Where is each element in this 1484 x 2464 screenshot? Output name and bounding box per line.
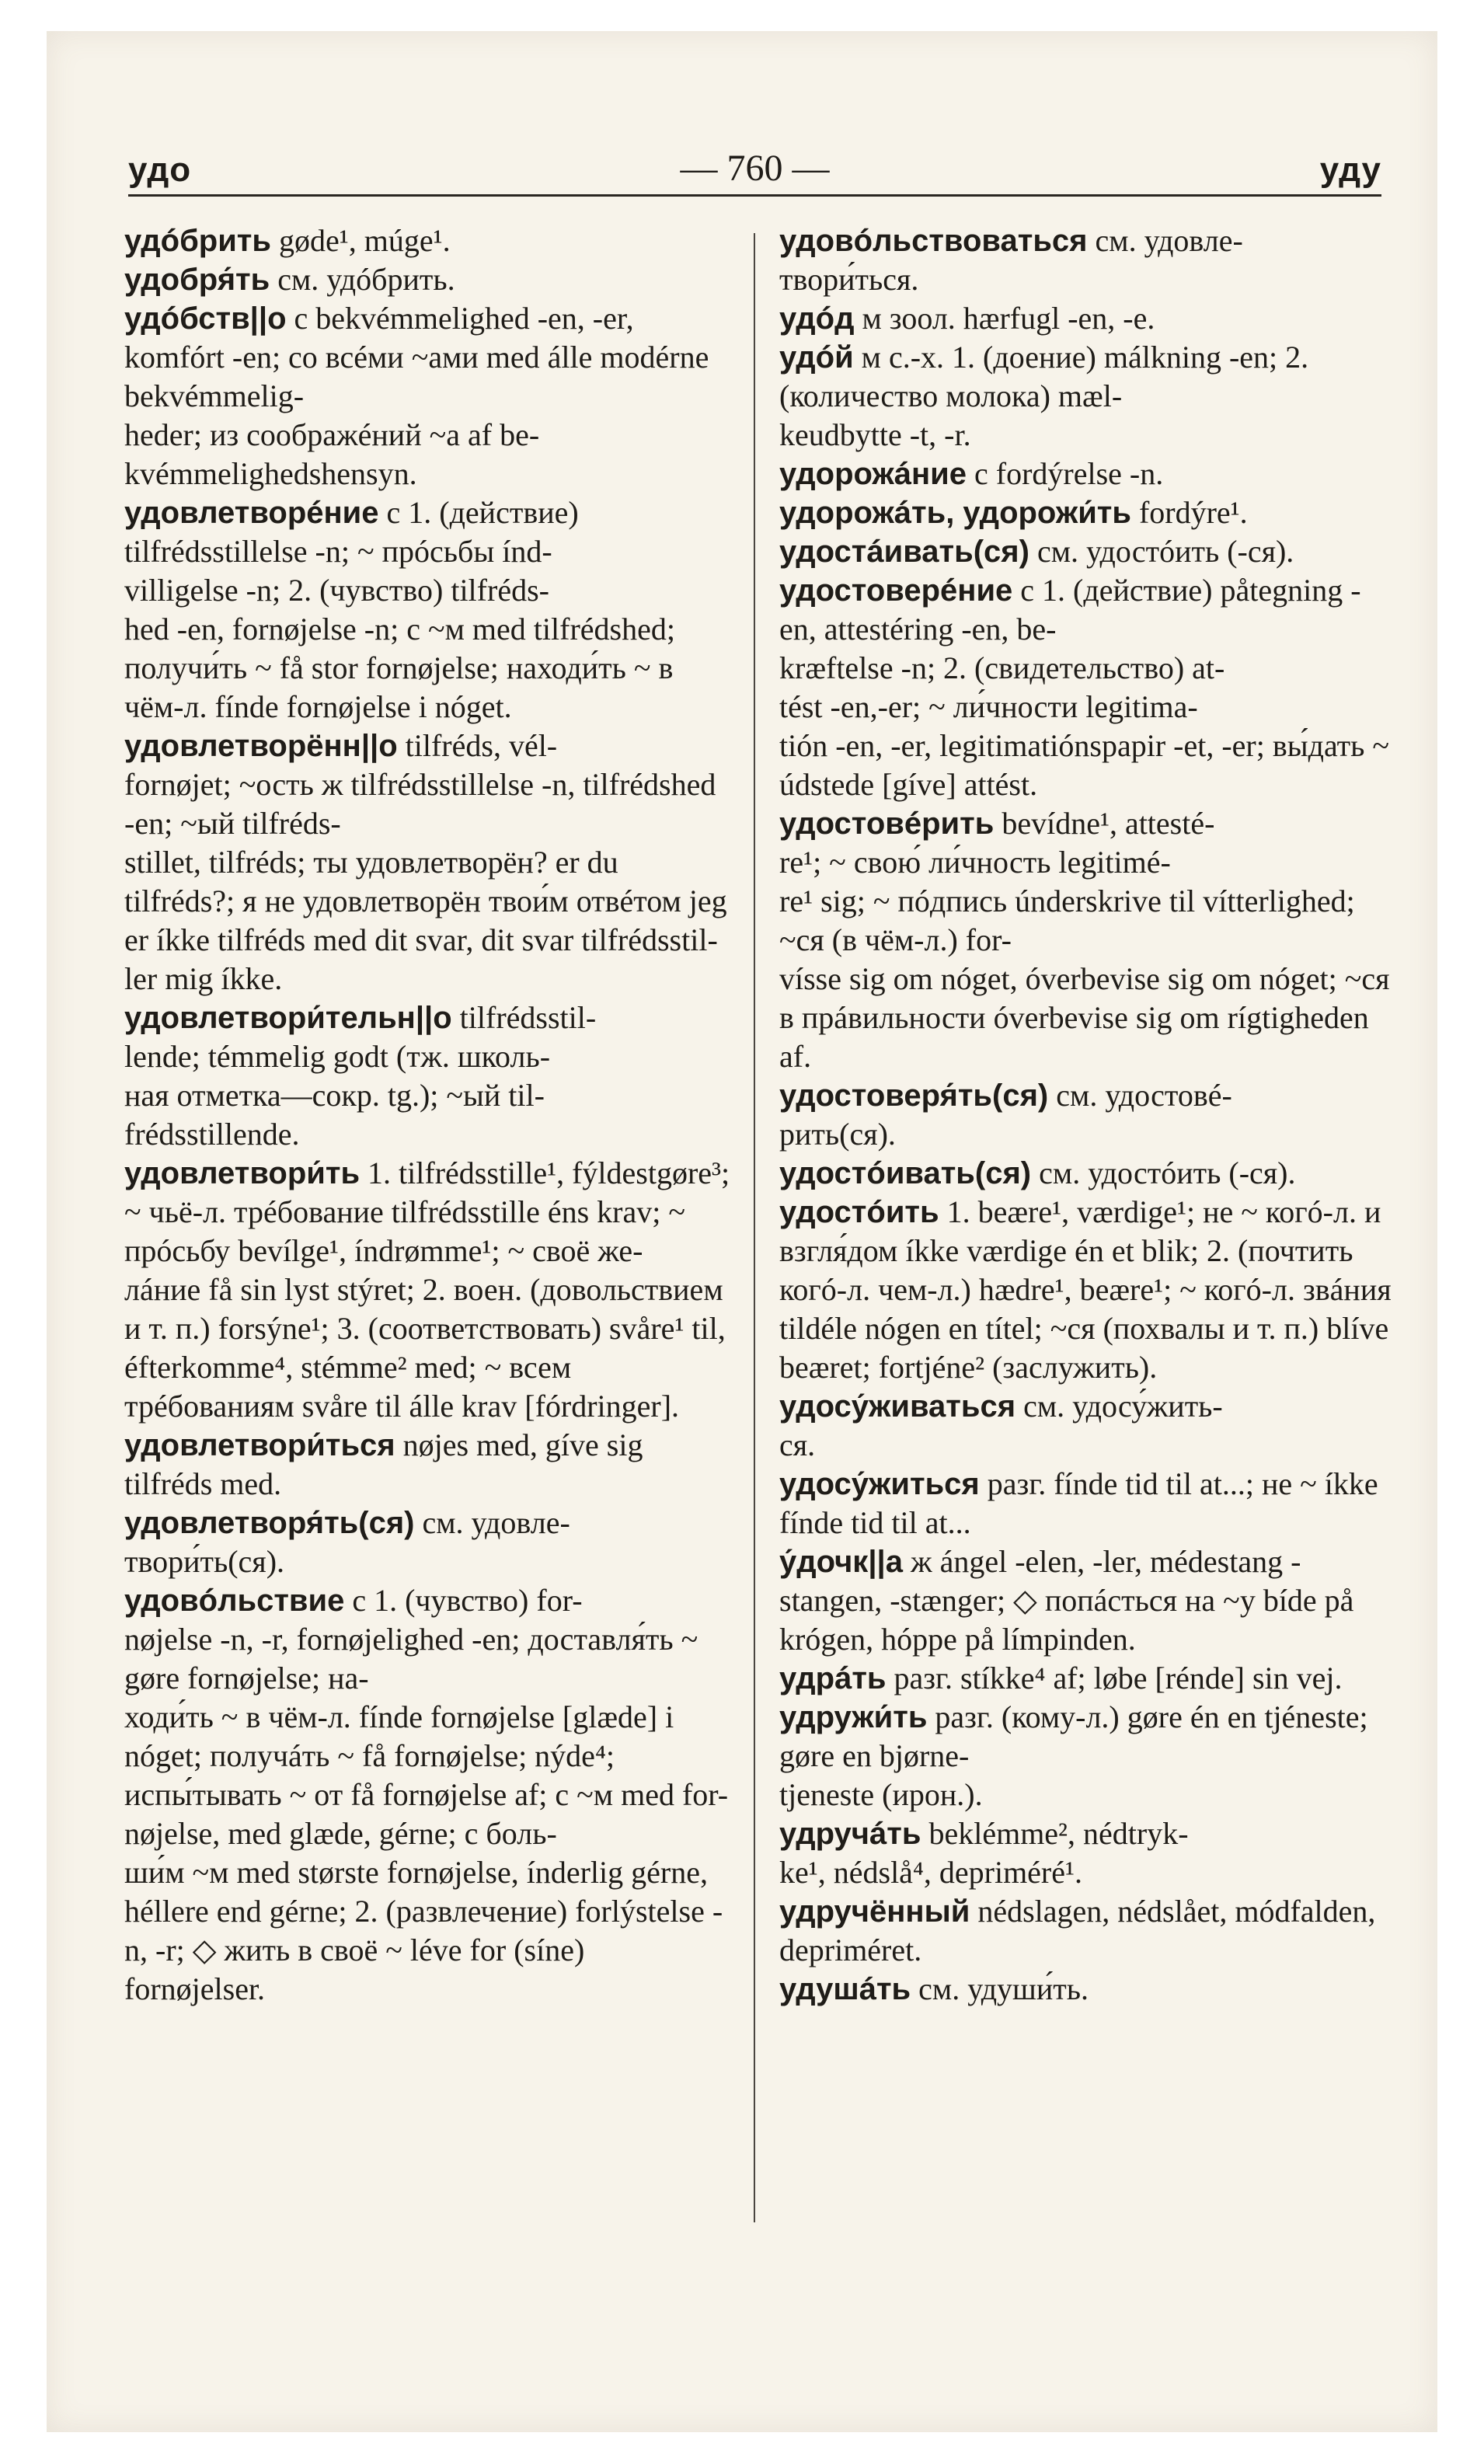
entry-definition: с 1. (чувство) for- nøjelse -n, -r, fornøjelighed -en; доставля́ть ~ gøre fornøjelse; на- ходи́ть ~ в чём-л. fínde fornøjelse [glæde] i nóget; получáть ~ få fornøjelse; nýde⁴; испы́тывать ~ от få fornøjelse af; с ~м med for- nøjelse, med glæde, gérne; с боль- ши́м ~м med største fornøjelse, índerlig gérne, héllere end gérne; 2. (развлечение) forlýstelse -n, -r; ◇ жить в своё ~ léve for (síne) fornøjelser.	[124, 1583, 729, 2006]
dictionary-entry	[124, 1154, 730, 1426]
page-number: — 760 —	[680, 148, 830, 189]
entry-headword: удобря́ть	[124, 263, 270, 297]
entry-definition: см. удóбрить.	[270, 262, 455, 297]
column-divider	[754, 233, 755, 2222]
dictionary-entry	[779, 1659, 1393, 1698]
dictionary-entry	[779, 1892, 1393, 1970]
dictionary-entry	[124, 998, 730, 1154]
dictionary-entry	[779, 299, 1393, 338]
entry-definition: м с.-х. 1. (доение) málkning -en; 2. (количество молока) mæl- keudbytte -t, -r.	[779, 340, 1309, 452]
entry-definition: см. удосу́жить- ся.	[779, 1389, 1223, 1462]
entry-headword: удосу́житься	[779, 1467, 980, 1501]
entry-definition: tilfréds, vél- fornøjet; ~ость ж tilfrédsstillelse -n, tilfrédshed -en; ~ый tilfréds- stillet, tilfréds; ты удовлетворён? er du tilfréds?; я не удовлетворён твои́м отвéтом jeg er íkke tilfréds med dit svar, dit svar tilfrédsstil- ler mig íkke.	[124, 728, 727, 996]
entry-definition: см. удовле- твори́ть(ся).	[124, 1505, 570, 1579]
entry-headword: удовóльствоваться	[779, 224, 1088, 258]
entry-headword: у́дочк||а	[779, 1545, 903, 1579]
entry-definition: с bekvémmelighed -en, -er, komfórt -en; со всéми ~ами med álle modérne bekvémmelig- heder; из соображéний ~а af be- kvémmelighedshensyn.	[124, 301, 709, 491]
entry-headword: удовлетвори́тельн||о	[124, 1001, 452, 1035]
entry-headword: удóбрить	[124, 224, 271, 258]
entry-definition: см. удуши́ть.	[911, 1971, 1089, 2006]
entry-headword: удовлетворя́ть(ся)	[124, 1506, 415, 1540]
entry-definition: м зоол. hærfugl -en, -e.	[854, 301, 1155, 336]
entry-headword: удостóить	[779, 1195, 939, 1229]
entry-definition: см. удостовé- рить(ся).	[779, 1078, 1232, 1152]
entry-headword: удостáивать(ся)	[779, 535, 1029, 569]
dictionary-entry	[779, 1814, 1393, 1892]
entry-definition: с fordýrelse -n.	[967, 456, 1164, 491]
dictionary-entry	[779, 1970, 1393, 2009]
right-column	[779, 221, 1399, 2009]
entry-definition: разг. stíkke⁴ af; løbe [rénde] sin vej.	[886, 1661, 1343, 1696]
dictionary-entry	[779, 455, 1393, 493]
entry-headword: удружи́ть	[779, 1700, 928, 1734]
entry-definition: ж ángel -elen, -ler, médestang -stangen, -stænger; ◇ попáсться на ~у bíde på krógen, hóppe på límpinden.	[779, 1544, 1362, 1657]
dictionary-entry	[779, 338, 1393, 455]
dictionary-entry	[779, 493, 1393, 532]
dictionary-entry	[124, 727, 730, 998]
entry-definition: см. удовле- твори́ться.	[779, 223, 1243, 297]
left-column	[124, 221, 730, 2009]
running-head	[128, 140, 1381, 197]
entry-headword: удостóивать(ся)	[779, 1156, 1032, 1190]
entry-definition: gøde¹, múge¹.	[270, 223, 451, 258]
dictionary-entry	[124, 260, 730, 299]
dictionary-entry	[779, 1698, 1393, 1814]
entry-definition: с 1. (действие) påtegning -en, attestéring -en, be- kræftelse -n; 2. (свидетельство) at- tést -en,-er; ~ ли́чности legitima- tión -en, -er, legitimatiónspapir -et, -er; вы́дать ~ údstede [gíve] attést.	[779, 573, 1390, 802]
entry-headword: удовóльствие	[124, 1584, 345, 1618]
entry-definition: 1. beære¹, værdige¹; не ~ когó-л. и взгля́дом íkke værdige én et blik; 2. (почтить когó-л. чем-л.) hædre¹, beære¹; ~ когó-л. звáния tildéle nógen en títel; ~ся (похвалы и т. п.) blíve beæret; fortjéne² (заслужить).	[779, 1194, 1399, 1385]
entry-headword: удостоверя́ть(ся)	[779, 1079, 1049, 1113]
dictionary-entry	[779, 571, 1393, 804]
entry-headword: удорожáние	[779, 457, 967, 491]
dictionary-entry	[124, 1581, 730, 2009]
entry-headword: удóй	[779, 340, 854, 375]
running-head-left-guide-word: удо	[128, 151, 192, 189]
entry-definition: см. удостóить (-ся).	[1029, 534, 1294, 569]
entry-headword: удручáть	[779, 1817, 921, 1851]
entry-definition: 1. tilfrédsstille¹, fýldestgøre³; ~ чьё-л. трéбование tilfrédsstille éns krav; ~ прóсьбу bevílge¹, índrømme¹; ~ своё же- лáние få sin lyst stýret; 2. воен. (довольствием и т. п.) forsýne¹; 3. (соответствовать) svåre¹ til, éfterkomme⁴, stémme² med; ~ всем трéбованиям svåre til álle krav [fórdringer].	[124, 1155, 730, 1424]
dictionary-entry	[779, 1076, 1393, 1154]
dictionary-entry	[779, 1193, 1399, 1387]
entry-definition: bevídne¹, attesté- re¹; ~ свою́ ли́чность legitimé- re¹ sig; ~ пóдпись únderskrive til vítterlighed; ~ся (в чём-л.) for- vísse sig om nóget, óverbevise sig om nóget; ~ся в прáвильности óverbevise sig om rígtigheden af.	[779, 806, 1390, 1074]
dictionary-entry	[124, 493, 730, 727]
dictionary-entry	[779, 1387, 1393, 1465]
entry-headword: удорожáть, удорожи́ть	[779, 496, 1131, 530]
entry-definition: с 1. (действие) tilfrédsstillelse -n; ~ прóсьбы índ- villigelse -n; 2. (чувство) tilfréds- hed -en, fornøjelse -n; с ~м med tilfrédshed; получи́ть ~ få stor fornøjelse; находи́ть ~ в чём-л. fínde fornøjelse i nóget.	[124, 495, 675, 724]
entry-definition: nédslagen, nédslået, módfalden, depriméret.	[779, 1894, 1384, 1967]
dictionary-entry	[124, 1504, 730, 1581]
entry-definition: tilfrédsstil- lende; témmelig godt (тж. школь- ная отметка—сокр. tg.); ~ый til- frédsstillende.	[124, 1000, 597, 1152]
entry-definition: см. удостóить (-ся).	[1031, 1155, 1296, 1190]
dictionary-entry	[779, 1542, 1393, 1659]
dictionary-entry	[779, 804, 1393, 1076]
dictionary-entry	[124, 221, 730, 260]
entry-headword: удостоверéние	[779, 573, 1013, 608]
entry-headword: удостовéрить	[779, 807, 995, 841]
entry-headword: удовлетвори́ться	[124, 1428, 395, 1462]
dictionary-entry	[779, 532, 1393, 571]
entry-definition: nøjes med, gíve sig tilfréds med.	[124, 1427, 651, 1501]
running-head-right-guide-word: уду	[1319, 151, 1381, 189]
entry-definition: beklémme², nédtryk- ke¹, nédslå⁴, depriméré¹.	[779, 1816, 1189, 1890]
entry-headword: удрáть	[779, 1661, 887, 1696]
entry-headword: удручённый	[779, 1894, 970, 1929]
entry-headword: удушáть	[779, 1972, 911, 2006]
entry-headword: удосу́живаться	[779, 1389, 1016, 1424]
dictionary-entry	[779, 221, 1393, 299]
entry-definition: разг. (кому-л.) gøre én en tjéneste; gøre en bjørne- tjeneste (ирон.).	[779, 1699, 1368, 1812]
entry-headword: удóбств||о	[124, 301, 287, 336]
dictionary-entry	[124, 299, 730, 493]
entry-definition: fordýre¹.	[1130, 495, 1248, 530]
dictionary-entry	[124, 1426, 730, 1504]
entry-headword: удовлетвори́ть	[124, 1156, 361, 1190]
dictionary-entry	[779, 1154, 1393, 1193]
dictionary-entry	[779, 1465, 1393, 1542]
entry-headword: удовлетворённ||о	[124, 729, 398, 763]
entry-definition: разг. fínde tid til at...; не ~ íkke fínde tid til at...	[779, 1466, 1386, 1540]
entry-headword: удóд	[779, 301, 855, 336]
entry-headword: удовлетворéние	[124, 496, 379, 530]
